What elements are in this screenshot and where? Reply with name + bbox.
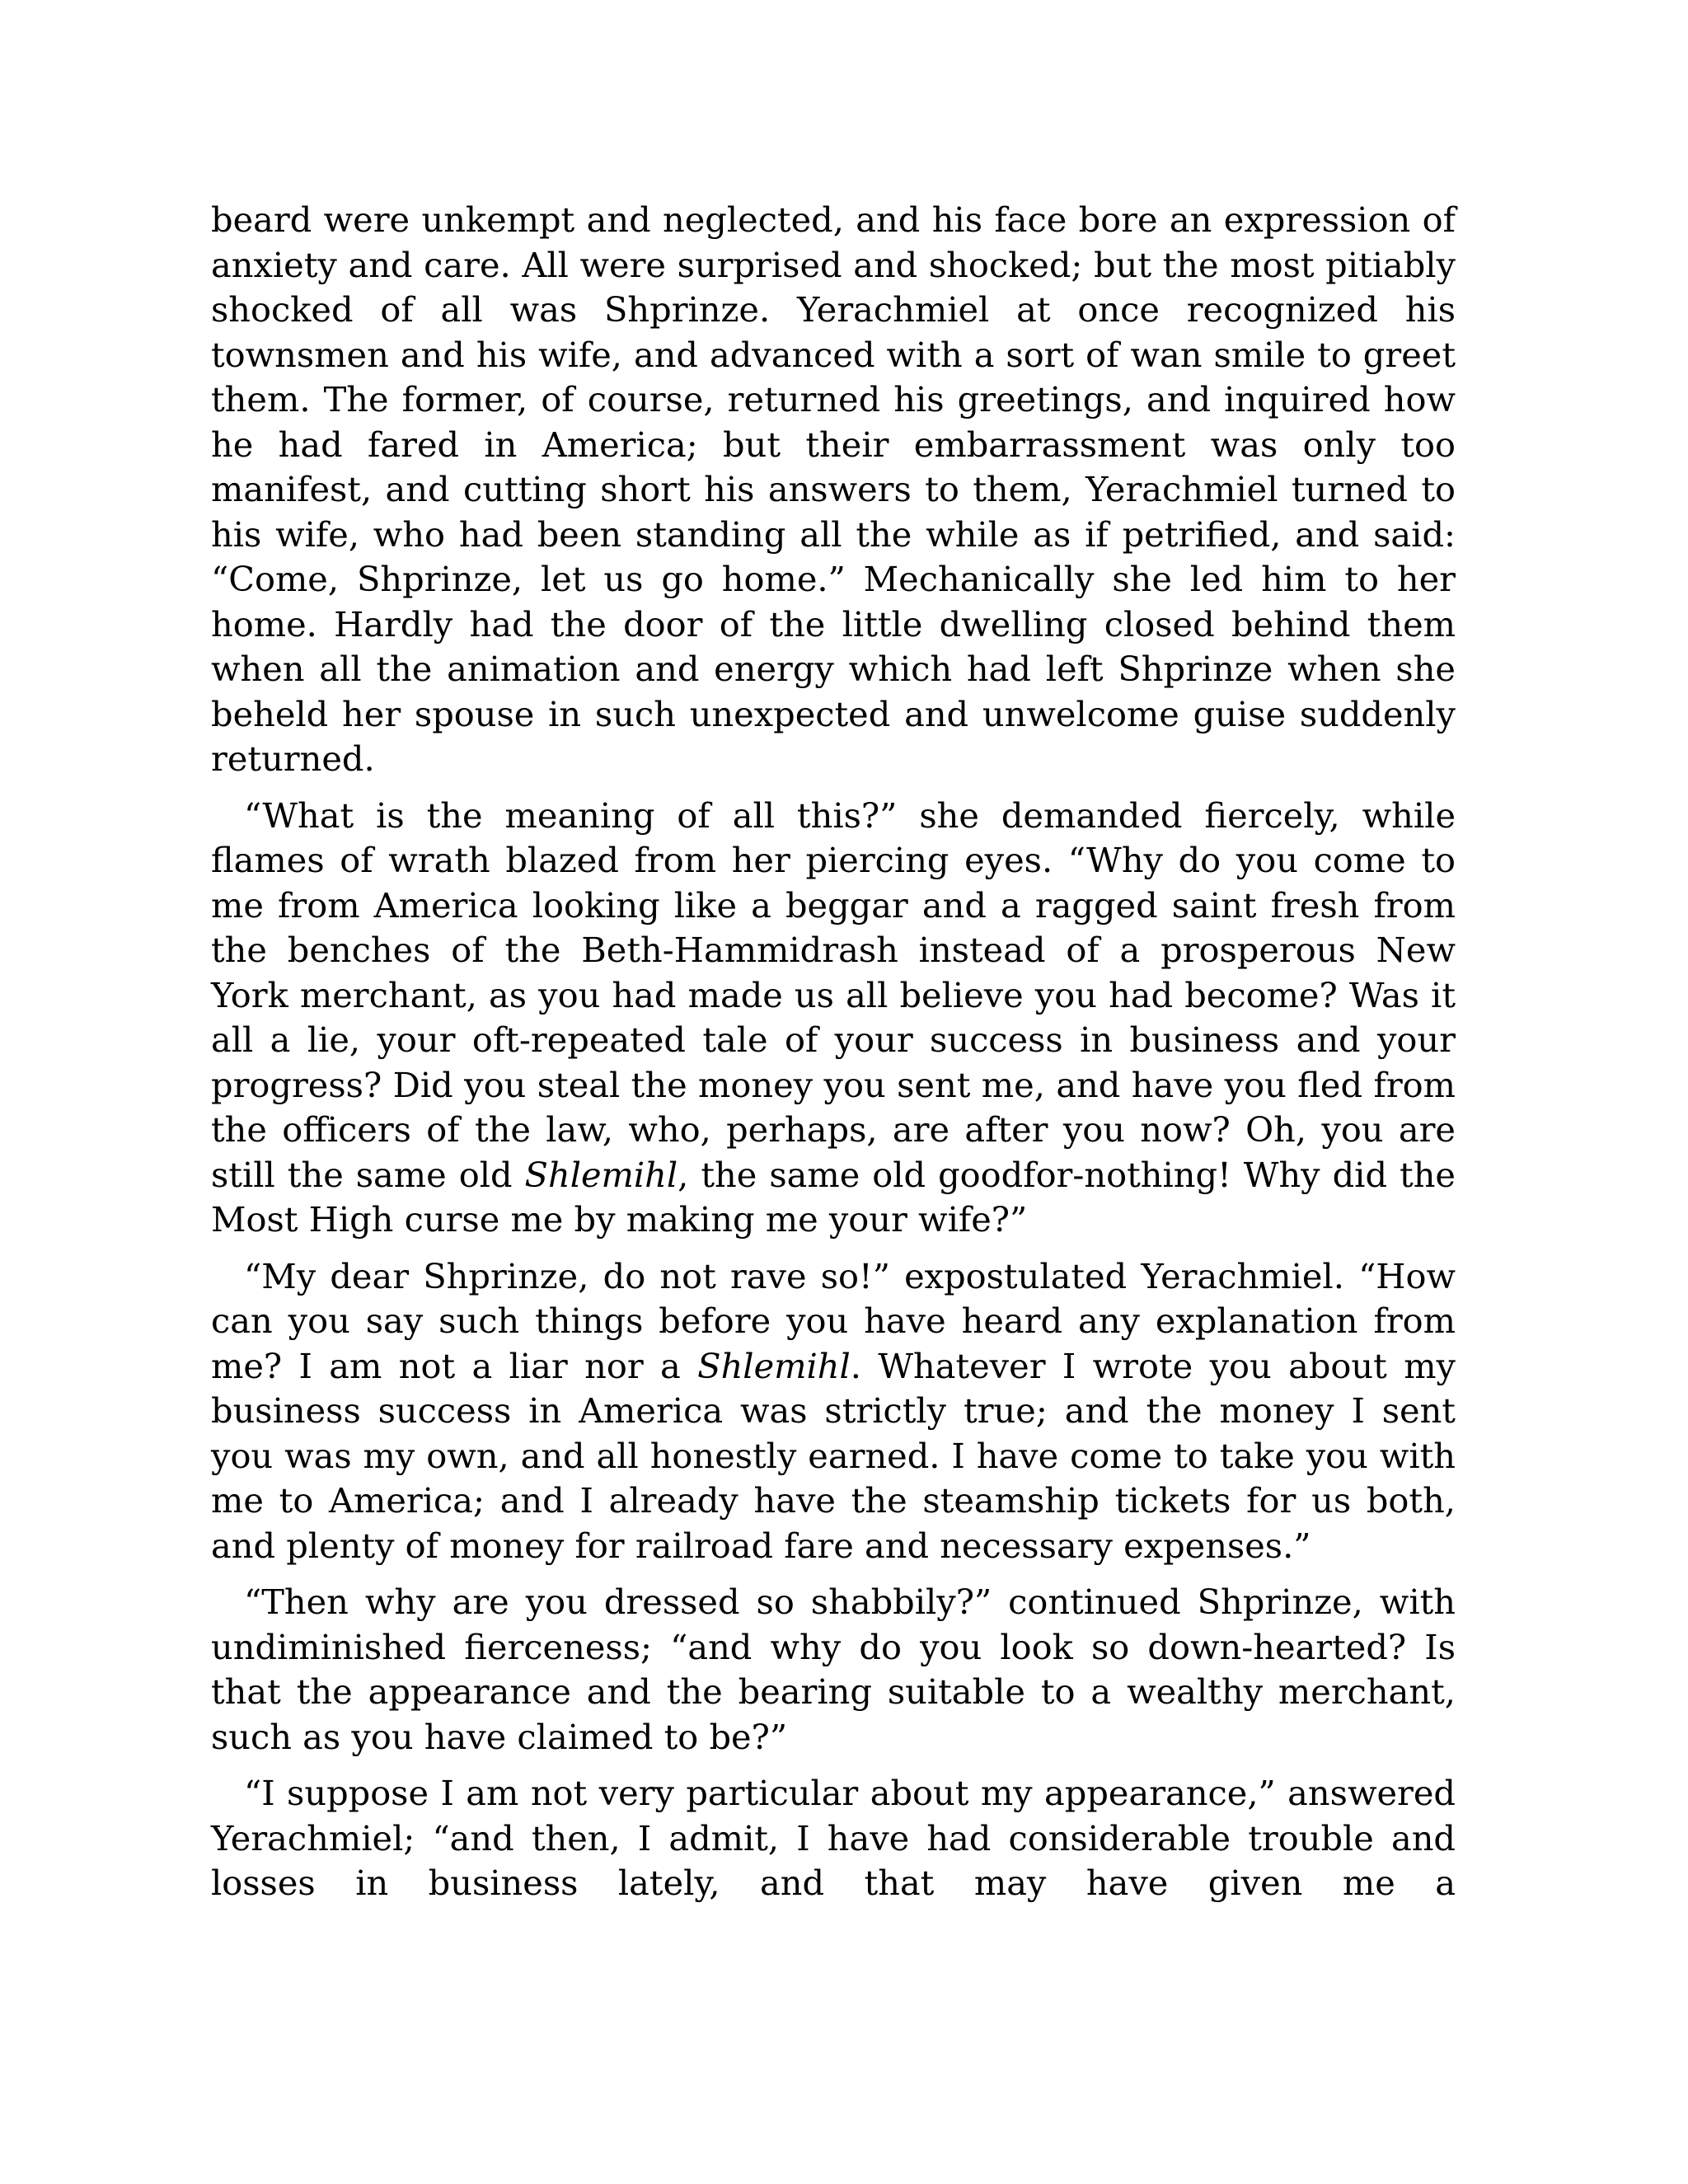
paragraph-3	[211, 1254, 1456, 1569]
paragraph-3-text-a: “My dear Shprinze, do not rave so!” expostulated Yerachmiel. “How can you say such things before you have heard any explanation from me? I am not a liar nor a	[211, 1255, 1456, 1386]
page-body	[211, 198, 1456, 1906]
paragraph-5	[211, 1771, 1456, 1906]
paragraph-1-text: beard were unkempt and neglected, and his face bore an expression of anxiety and care. All were surprised and shocked; but the most pitiably shocked of all was Shprinze. Yerachmiel at once recognized his townsmen and his wife, and advanced with a sort of wan smile to greet them. The former, of course, returned his greetings, and inquired how he had fared in America; but their embarrassment was only too manifest, and cutting short his answers to them, Yerachmiel turned to his wife, who had been standing all the while as if petrified, and said: “Come, Shprinze, let us go home.” Mechanically she led him to her home. Hardly had the door of the little dwelling closed behind them when all the animation and energy which had left Shprinze when she beheld her spouse in such unexpected and unwelcome guise suddenly returned.	[211, 199, 1456, 779]
paragraph-3-italic-shlemihl: Shlemihl	[697, 1345, 851, 1386]
paragraph-2-text-b: , the same old goodfor-nothing! Why did the Most High curse me by making me your wife?”	[211, 1154, 1456, 1240]
paragraph-4-text: “Then why are you dressed so shabbily?” continued Shprinze, with undiminished fierceness; “and why do you look so down-hearted? Is that the appearance and the bearing suitable to a wealthy merchant, such as you have claimed to be?”	[211, 1582, 1456, 1757]
paragraph-3-text-b: . Whatever I wrote you about my business success in America was strictly true; and the money I sent you was my own, and all honestly earned. I have come to take you with me to America; and I already have the steamship tickets for us both, and plenty of money for railroad fare and necessary expenses.”	[211, 1345, 1456, 1566]
paragraph-5-text: “I suppose I am not very particular about my appearance,” answered Yerachmiel; “and then, I admit, I have had considerable trouble and losses in business lately, and that may have given me a	[211, 1773, 1456, 1903]
paragraph-2-italic-shlemihl: Shlemihl	[524, 1154, 678, 1195]
paragraph-4	[211, 1580, 1456, 1760]
paragraph-1	[211, 198, 1456, 782]
paragraph-2	[211, 794, 1456, 1243]
paragraph-2-text-a: “What is the meaning of all this?” she demanded fiercely, while flames of wrath blazed from her piercing eyes. “Why do you come to me from America looking like a beggar and a ragged saint fresh from the benches of the Beth-Hammidrash instead of a prosperous New York merchant, as you had made us all believe you had become? Was it all a lie, your oft-repeated tale of your success in business and your progress? Did you steal the money you sent me, and have you fled from the officers of the law, who, perhaps, are after you now? Oh, you are still the same old	[211, 794, 1456, 1195]
